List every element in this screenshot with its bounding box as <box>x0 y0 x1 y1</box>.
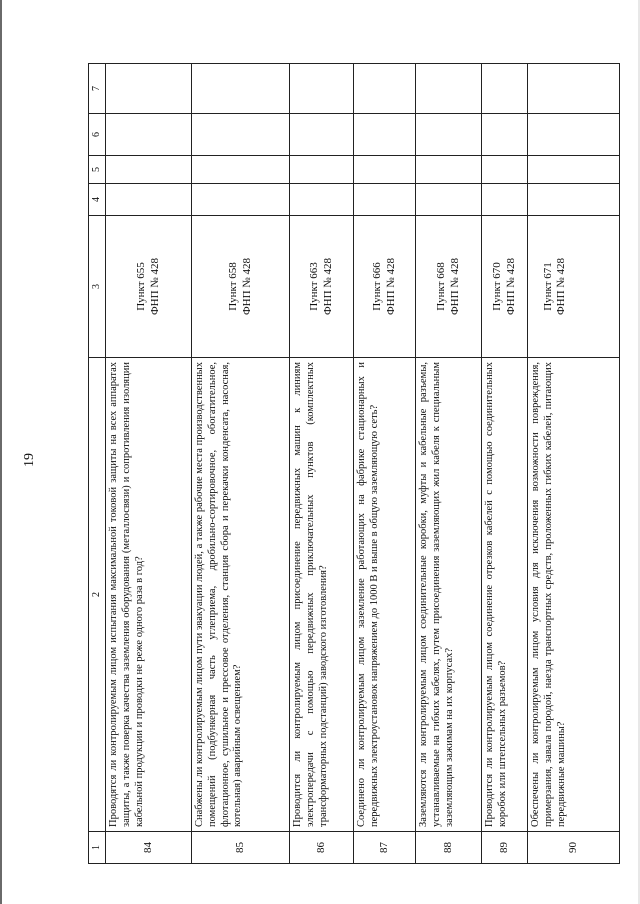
answer-cell <box>290 184 354 216</box>
answer-cell <box>416 114 482 156</box>
reference-clause: Пункт 670 <box>491 262 504 311</box>
remarks-cell <box>354 64 416 114</box>
row-number: 89 <box>482 832 528 864</box>
reference-clause: Пункт 663 <box>308 262 321 311</box>
remarks-cell <box>192 64 290 114</box>
reference-document: ФНП № 428 <box>448 257 461 316</box>
remarks-cell <box>416 64 482 114</box>
checklist-table <box>88 63 620 864</box>
answer-cell <box>290 156 354 184</box>
answer-cell <box>106 184 192 216</box>
answer-cell <box>482 184 528 216</box>
answer-cell <box>290 114 354 156</box>
table-row <box>290 64 354 864</box>
column-number: 1 <box>89 832 106 864</box>
answer-cell <box>416 184 482 216</box>
answer-cell <box>354 114 416 156</box>
answer-cell <box>192 114 290 156</box>
remarks-cell <box>482 64 528 114</box>
reference-document: ФНП № 428 <box>321 257 334 316</box>
question-text: Снабжены ли контролируемым лицом пути эвакуации людей, а также рабочие места производственных помещений (подбункерная часть углеприема, дробильно-сортировочное, обогатительное, флотационное, сушильное и прессовое отделения, станция сбора и перекачки конденсата, насосная, котельная) аварийным освещением? <box>192 358 290 832</box>
requirement-reference <box>290 216 354 358</box>
table-row <box>528 64 620 864</box>
requirement-reference <box>482 216 528 358</box>
reference-clause: Пункт 655 <box>135 262 148 311</box>
column-number: 4 <box>89 184 106 216</box>
row-number: 90 <box>528 832 620 864</box>
row-number: 85 <box>192 832 290 864</box>
column-number: 3 <box>89 216 106 358</box>
table-row <box>106 64 192 864</box>
requirement-reference <box>416 216 482 358</box>
answer-cell <box>482 156 528 184</box>
answer-cell <box>354 156 416 184</box>
column-number-row <box>89 64 106 864</box>
reference-clause: Пункт 671 <box>542 262 554 311</box>
column-number: 5 <box>89 156 106 184</box>
requirement-reference <box>354 216 416 358</box>
answer-cell <box>354 184 416 216</box>
row-number: 88 <box>416 832 482 864</box>
table-row <box>416 64 482 864</box>
answer-cell <box>528 184 620 216</box>
table-row <box>192 64 290 864</box>
answer-cell <box>192 184 290 216</box>
requirement-reference <box>192 216 290 358</box>
row-number: 87 <box>354 832 416 864</box>
reference-clause: Пункт 658 <box>227 262 240 311</box>
question-text: Проводится ли контролируемым лицом присоединение передвижных машин к линиям электропередачи с помощью передвижных приключательных пунктов (комплектных трансформаторных подстанций) заводского изготовления? <box>290 358 354 832</box>
answer-cell <box>106 114 192 156</box>
answer-cell <box>528 114 620 156</box>
reference-document: ФНП № 428 <box>555 257 568 316</box>
question-text: Соединено ли контролируемым лицом заземление работающих на фабрике стационарных и передвижных электроустановок напряжением до 1000 В и выше в общую заземляющую сеть? <box>354 358 416 832</box>
rotated-page-content <box>88 64 620 864</box>
question-text: Проводятся ли контролируемым лицом испытания максимальной токовой защиты на всех аппаратах защиты, а также поверка качества заземления оборудования (металлосвязи) и сопротивления изоляции кабельной продукции и проводки не реже одного раза в год? <box>106 358 192 832</box>
answer-cell <box>528 156 620 184</box>
answer-cell <box>416 156 482 184</box>
answer-cell <box>482 114 528 156</box>
reference-clause: Пункт 668 <box>435 262 448 311</box>
question-text: Обеспечены ли контролируемым лицом условия для исключения возможности повреждения, примерзания, завала породой, наезда транспортных средств, проложенных гибких кабелей, питающих передвижные машины? <box>528 358 620 832</box>
remarks-cell <box>106 64 192 114</box>
answer-cell <box>192 156 290 184</box>
column-number: 2 <box>89 358 106 832</box>
reference-clause: Пункт 666 <box>371 262 384 311</box>
column-number: 7 <box>89 64 106 114</box>
row-number: 84 <box>106 832 192 864</box>
column-number: 6 <box>89 114 106 156</box>
answer-cell <box>106 156 192 184</box>
reference-document: ФНП № 428 <box>240 257 253 316</box>
requirement-reference <box>528 216 620 358</box>
table-row <box>482 64 528 864</box>
remarks-cell <box>290 64 354 114</box>
row-number: 86 <box>290 832 354 864</box>
scan-edge-left <box>0 0 2 904</box>
remarks-cell <box>528 64 620 114</box>
page-number: 19 <box>22 453 37 467</box>
question-text: Заземляются ли контролируемым лицом соединительные коробки, муфты и кабельные разъемы, устанавливаемые на гибких кабелях, путем присоединения заземляющих жил кабеля к специальным заземляющим зажимам на их корпусах? <box>416 358 482 832</box>
reference-document: ФНП № 428 <box>148 257 161 316</box>
table-row <box>354 64 416 864</box>
question-text: Проводится ли контролируемым лицом соединение отрезков кабелей с помощью соединительных коробок или штепсельных разъемов? <box>482 358 528 832</box>
reference-document: ФНП № 428 <box>504 257 517 316</box>
reference-document: ФНП № 428 <box>384 257 397 316</box>
requirement-reference <box>106 216 192 358</box>
